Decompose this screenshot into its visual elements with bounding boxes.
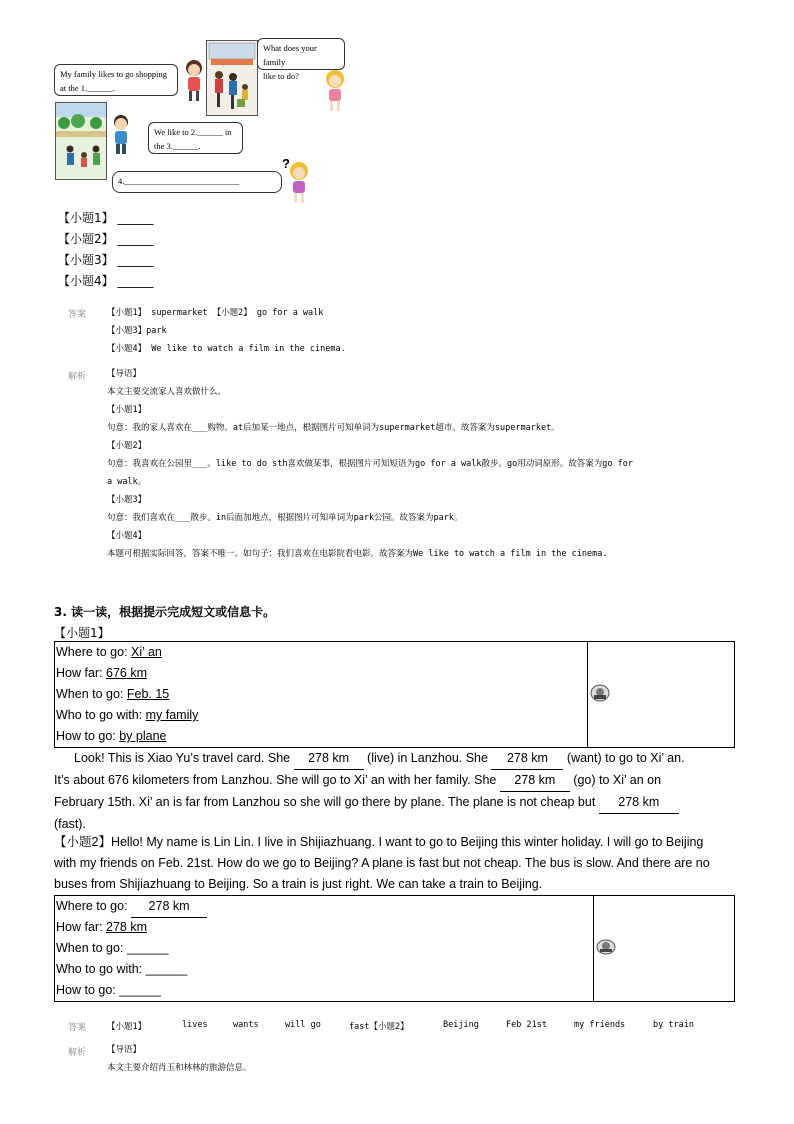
speech-bubble-1-line2: at the 1.______. [60,83,115,93]
girl-figure [180,58,208,104]
analysis-line-3: 【小题1】 [107,405,147,415]
family-shopping-drawing [207,41,257,115]
card1-how: How to go: by plane [56,729,167,743]
question-3-title: 3. 读一读，根据提示完成短文或信息卡。 [54,605,276,619]
speech-bubble-2 [257,38,345,81]
portrait-icon-2 [595,938,619,956]
answer-line-1: 【小题1】 supermarket 【小题2】 go for a walk [107,308,324,318]
travel-card-1 [54,641,735,748]
boy-figure [108,112,134,156]
passage-2 [54,832,744,895]
card1-when: When to go: Feb. 15 [56,687,170,701]
question-mark: ? [282,156,290,171]
analysis-line-11: 本题可根据实际回答，答案不唯一。如句子：我们喜欢在电影院看电影。故答案为We like to watch a film in the cinema. [107,549,608,559]
card1-far: How far: 676 km [56,666,148,680]
answer-2-label: 答案 [68,1023,87,1033]
card2-who: Who to go with: ______ [56,962,188,976]
analysis-line-6: 句意：我喜欢在公园里___。like to do sth喜欢做某事，根据图片可知短语为go for a walk散步。go用动词原形。故答案为go for [107,459,633,469]
answer-2-item: by train [653,1020,694,1030]
answer-2-item: fast【小题2】 [349,1022,409,1032]
card2-where: Where to go: 278 km [55,896,593,917]
answer-2-item: Feb 21st [506,1020,547,1030]
speech-bubble-3-line1: We like to 2.______ in [154,127,232,137]
blonde-girl-figure [320,68,350,114]
speech-bubble-1 [54,64,178,96]
passage-1: Look! This is Xiao Yu’s travel card. She 278 km (live) in Lanzhou. She 278 km (want) to go to Xi’ an. It’s about 676 kilometers from Lanzhou. She will go to Xi’ an with her family. She 278 km (go) to Xi’ an on February 15th. Xi’ an is far from Lanzhou so she will go there by plane. The plane is not cheap but 278 km (fast). [54,748,744,835]
passage-2-line-3: buses from Shijiazhuang to Beijing. So a train is just right. We can take a train to Beijing. [54,877,543,891]
card2-far: How far: 278 km [56,920,148,934]
analysis-line-10: 【小题4】 [107,531,147,541]
analysis-line-7: a walk。 [107,477,147,487]
speech-bubble-1-line1: My family likes to go shopping [60,69,167,79]
park-picture [55,102,107,180]
analysis-line-1: 【导语】 [107,369,142,379]
sub-question-4: 【小题4】 ______ [58,274,154,288]
blank-1: 278 km [294,748,364,770]
speech-bubble-4-line: 4.___________________________ [118,176,240,186]
sub-question-3: 【小题3】 ______ [58,253,154,267]
analysis-line-4: 句意：我的家人喜欢在___购物。at后加某一地点，根据图片可知单词为supermarket超市。故答案为supermarket。 [107,423,560,433]
speech-bubble-4 [112,171,282,193]
sub-question-1: 【小题1】 ______ [58,211,154,225]
answer-2-item: lives [182,1020,208,1030]
answer-line-2: 【小题3】park [107,326,167,336]
travel-card-2 [54,895,735,1002]
park-walk-drawing [56,103,106,179]
blank-2: 278 km [491,748,563,770]
speech-bubble-3 [148,122,243,154]
answer-2-item: 【小题1】 [107,1022,147,1032]
blank-4: 278 km [599,792,679,814]
analysis-line-2: 本文主要交流家人喜欢做什么。 [107,387,227,397]
analysis-line-8: 【小题3】 [107,495,147,505]
answer-line-3: 【小题4】 We like to watch a film in the cinema. [107,344,346,354]
speech-bubble-2-line1: What does your family [263,43,317,67]
thinking-girl-figure [284,160,314,206]
speech-bubble-2-line2: like to do? [263,71,299,81]
speech-bubble-3-line2: the 3.______. [154,141,201,151]
answer-2-item: Beijing [443,1020,479,1030]
card2-when: When to go: ______ [56,941,169,955]
portrait-icon [589,683,613,703]
answer-2-item: will go [285,1020,321,1030]
card1-who: Who to go with: my family [56,708,199,722]
sub-question-2: 【小题2】 ______ [58,232,154,246]
passage-2-line-1: 【小题2】Hello! My name is Lin Lin. I live in Shijiazhuang. I want to go to Beijing this winter holiday. I will go to Beijing [54,835,704,849]
analysis-line-9: 句意：我们喜欢在___散步。in后面加地点，根据图片可知单词为park公园。故答案为park。 [107,513,463,523]
analysis-label: 解析 [68,372,87,382]
passage-2-line-2: with my friends on Feb. 21st. How do we go to Beijing? A plane is fast but not cheap. The bus is slow. And there are no [54,856,710,870]
analysis-2-label: 解析 [68,1048,87,1058]
question-3-sub1-label: 【小题1】 [54,626,110,640]
card2-how: How to go: ______ [56,983,161,997]
analysis-2-line-2: 本文主要介绍肖玉和林林的旅游信息。 [107,1063,252,1073]
analysis-line-5: 【小题2】 [107,441,147,451]
answer-label: 答案 [68,310,87,320]
shopping-picture [206,40,258,116]
answer-2-item: wants [233,1020,259,1030]
blank-3: 278 km [500,770,570,792]
card1-where: Where to go: Xi’ an [56,645,162,659]
answer-2-item: my friends [574,1020,626,1030]
analysis-2-line-1: 【导语】 [107,1045,142,1055]
